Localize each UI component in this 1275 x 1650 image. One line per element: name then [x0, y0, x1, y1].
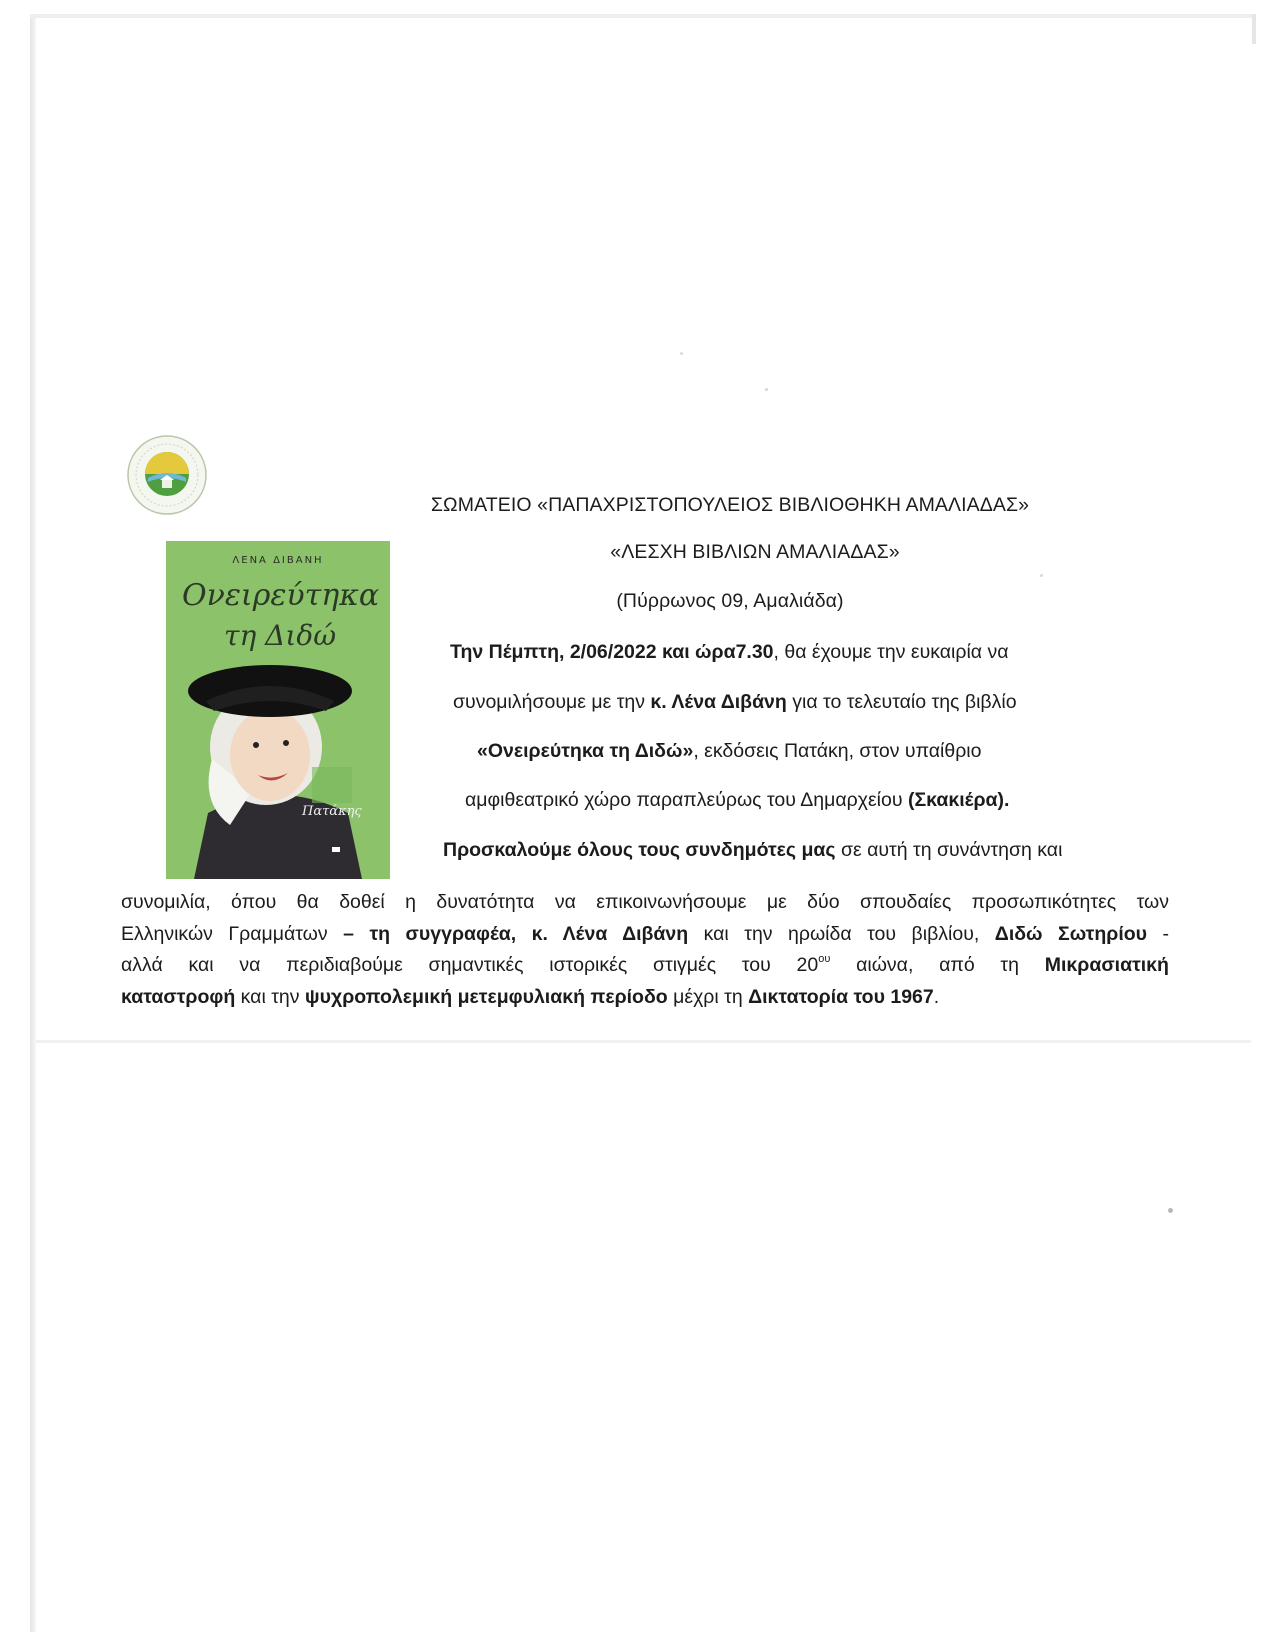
paragraph-author-bold: – τη συγγραφέα, κ. Λένα Διβάνη [343, 922, 689, 945]
author-name: κ. Λένα Διβάνη [650, 691, 787, 713]
paragraph-row-3 [121, 950, 1169, 982]
paragraph-row-2 [121, 919, 1169, 951]
venue-line [465, 789, 1009, 812]
book-cover-image [166, 541, 390, 879]
paragraph-dictatorship-bold: Δικτατορία του 1967 [748, 985, 934, 1008]
scan-edge-top [30, 14, 1256, 18]
invitation-rest: σε αυτή τη συνάντηση και [835, 839, 1063, 861]
paragraph-row-4-mid2: μέχρι τη [667, 985, 749, 1008]
cover-title-line2: τη Διδώ [224, 619, 337, 652]
event-date-line [450, 641, 1009, 664]
paragraph-row-1: συνομιλία, όπου θα δοθεί η δυνατότητα να επικοινωνήσουμε με δύο σπουδαίες προσωπικότητες των [121, 891, 1169, 913]
scan-speck [1040, 574, 1043, 577]
paragraph-row-4 [121, 982, 1169, 1014]
event-date-rest: , θα έχουμε την ευκαιρία να [773, 641, 1009, 663]
cover-author: ΛΕΝΑ ΔΙΒΑΝΗ [232, 555, 324, 566]
scan-edge-left [30, 14, 36, 1632]
scan-speck [765, 388, 768, 391]
invitation-line [443, 839, 1062, 862]
book-line-post: , εκδόσεις Πατάκη, στον υπαίθριο [693, 740, 982, 762]
scan-speck [1168, 1208, 1173, 1213]
book-club-title: «ΛΕΣΧΗ ΒΙΒΛΙΩΝ ΑΜΑΛΙΑΔΑΣ» [610, 541, 900, 563]
author-line-pre: συνομιλήσουμε με την [453, 691, 651, 713]
cover-title-line1: Ονειρεύτηκα [182, 578, 380, 613]
address-line: (Πύρρωνος 09, Αμαλιάδα) [616, 590, 844, 612]
paragraph-heroine-bold: Διδώ Σωτηρίου [994, 922, 1147, 945]
century-superscript: ου [818, 953, 831, 965]
invitation-bold: Προσκαλούμε όλους τους συνδημότες μας [443, 839, 836, 861]
body-paragraph [121, 887, 1169, 1013]
scan-speck [680, 352, 683, 355]
paragraph-row-2-mid: και την ηρωίδα του βιβλίου, [688, 922, 995, 945]
book-line [477, 740, 981, 763]
paragraph-row-2-pre: Ελληνικών Γραμμάτων [121, 922, 344, 945]
author-line-post: για το τελευταίο της βιβλίο [786, 691, 1017, 713]
venue-name: (Σκακιέρα). [907, 789, 1010, 811]
paragraph-row-4-mid1: και την [235, 985, 305, 1008]
event-date-bold: Την Πέμπτη, 2/06/2022 και ώρα7.30 [450, 641, 774, 663]
paragraph-row-2-post: - [1147, 922, 1169, 945]
scan-edge-right [1252, 14, 1256, 44]
paragraph-catastrophe-bold: καταστροφή [121, 985, 236, 1008]
scan-band [36, 1040, 1251, 1043]
organization-title: ΣΩΜΑΤΕΙΟ «ΠΑΠΑΧΡΙΣΤΟΠΟΥΛΕΙΟΣ ΒΙΒΛΙΟΘΗΚΗ ΑΜΑΛΙΑΔΑΣ» [430, 494, 1030, 516]
library-logo-icon [126, 434, 208, 516]
paragraph-end-period: . [933, 985, 940, 1008]
paragraph-asia-minor-bold: Μικρασιατική [1044, 954, 1169, 976]
book-title: «Ονειρεύτηκα τη Διδώ» [477, 740, 694, 762]
paragraph-row-3-mid: αιώνα, από τη [830, 954, 1045, 976]
author-line [453, 691, 1017, 714]
cover-publisher: Πατάκης [302, 804, 362, 819]
paragraph-row-3-pre: αλλά και να περιδιαβούμε σημαντικές ιστορικές στιγμές του 20 [121, 954, 819, 976]
paragraph-coldwar-bold: ψυχροπολεμική μετεμφυλιακή περίοδο [304, 985, 668, 1008]
venue-line-pre: αμφιθεατρικό χώρο παραπλεύρως του Δημαρχείου [465, 789, 908, 811]
